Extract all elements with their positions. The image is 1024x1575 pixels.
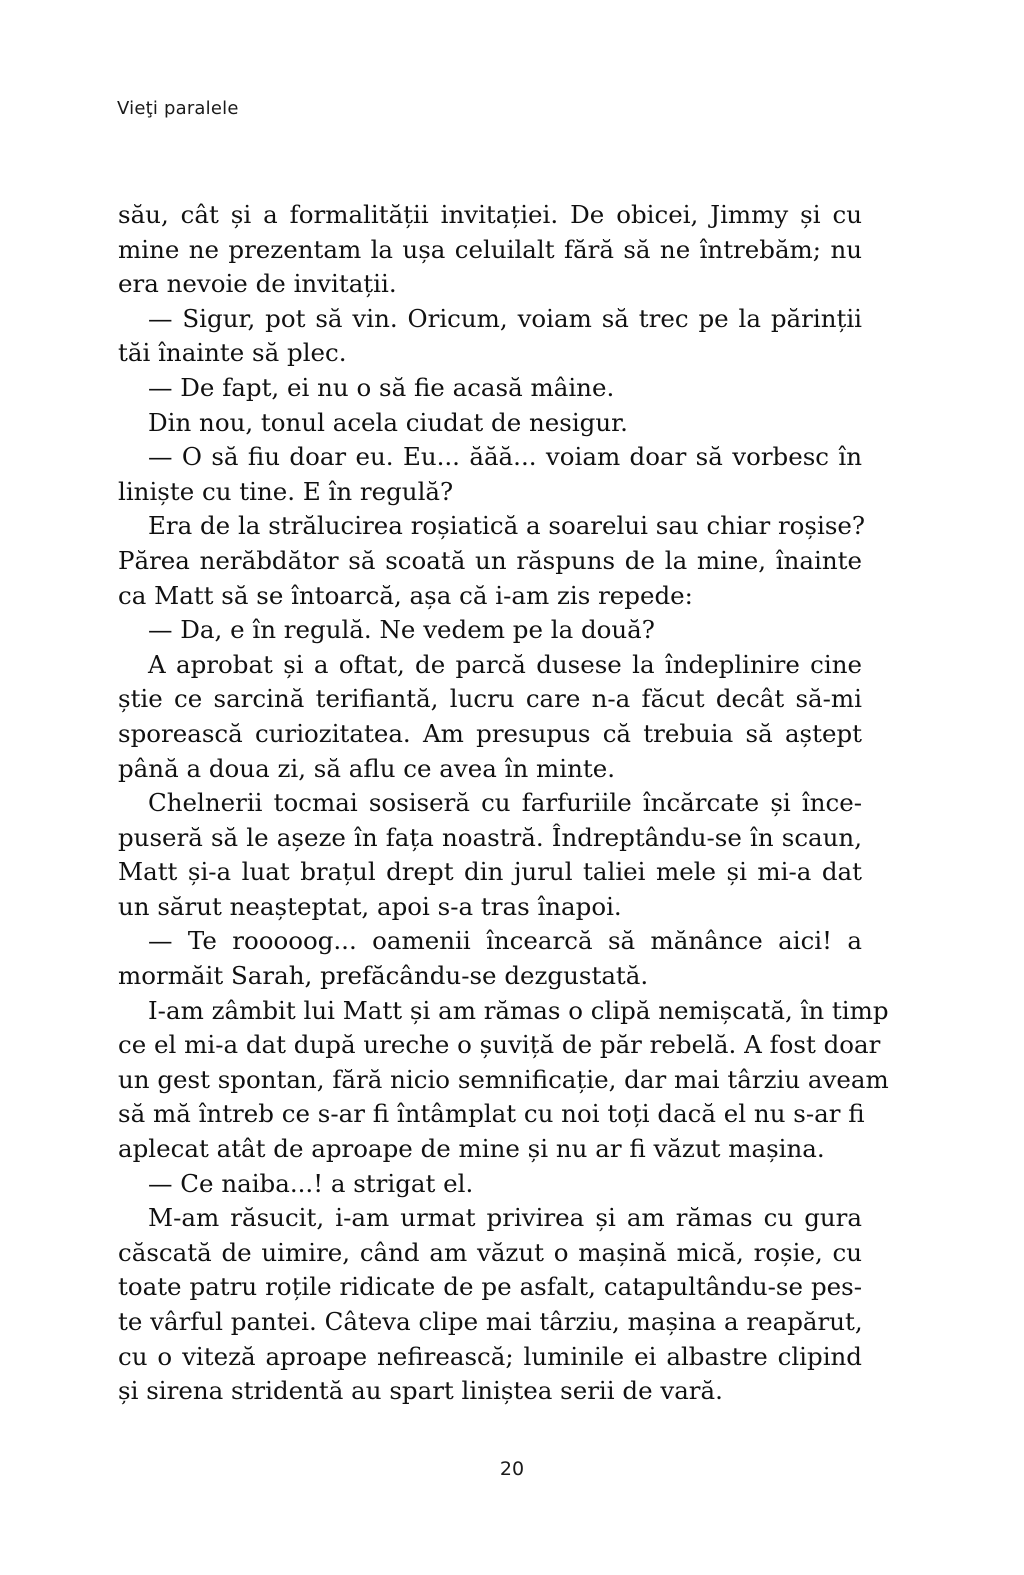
text-line: era nevoie de invitații. xyxy=(118,269,397,299)
text-line: — De fapt, ei nu o să fie acasă mâine. xyxy=(148,372,615,402)
text-line: ce el mi-a dat după ureche o șuviță de păr rebelă. A fost doar xyxy=(118,1030,881,1060)
text-line: știe ce sarcină terifiantă, lucru care n-a făcut decât să-mi xyxy=(118,684,862,714)
page-number: 20 xyxy=(499,1458,525,1480)
text-line: toate patru roțile ridicate de pe asfalt, catapultându-se pes- xyxy=(118,1272,862,1302)
text-line: I-am zâmbit lui Matt și am rămas o clipă nemișcată, în timp xyxy=(148,995,889,1025)
text-line: un gest spontan, fără nicio semnificație, dar mai târziu aveam xyxy=(118,1064,889,1094)
text-line: M-am răsucit, i-am urmat privirea și am rămas cu gura xyxy=(148,1203,862,1233)
text-line: său, cât și a formalității invitației. De obicei, Jimmy și cu xyxy=(118,200,862,229)
text-line: mine ne prezentam la ușa celuilalt fără să ne întrebăm; nu xyxy=(118,234,862,264)
text-line: Era de la strălucirea roșiatică a soarelui sau chiar roșise? xyxy=(148,511,866,541)
text-line: te vârful pantei. Câteva clipe mai târziu, mașina a reapărut, xyxy=(118,1307,863,1336)
body-text xyxy=(118,198,889,1409)
text-line: căscată de uimire, când am văzut o mașină mică, roșie, cu xyxy=(118,1237,862,1267)
text-line: Matt și-a luat brațul drept din jurul taliei mele și mi-a dat xyxy=(118,857,862,887)
text-line: — Sigur, pot să vin. Oricum, voiam să trec pe la părinții xyxy=(148,303,862,333)
text-line: ca Matt să se întoarcă, așa că i-am zis repede: xyxy=(118,580,693,610)
text-line: Din nou, tonul acela ciudat de nesigur. xyxy=(148,407,628,437)
text-line: și sirena stridentă au spart liniștea serii de vară. xyxy=(118,1376,723,1406)
text-line: să mă întreb ce s-ar fi întâmplat cu noi toți dacă el nu s-ar fi xyxy=(118,1099,865,1129)
text-line: un sărut neașteptat, apoi s-a tras înapoi. xyxy=(118,891,622,921)
text-line: până a doua zi, să aflu ce avea în minte. xyxy=(118,753,615,783)
text-line: mormăit Sarah, prefăcându-se dezgustată. xyxy=(118,961,649,991)
text-line: sporească curiozitatea. Am presupus că trebuia să aștept xyxy=(118,718,862,748)
text-line: — Ce naiba...! a strigat el. xyxy=(148,1168,474,1198)
text-line: A aprobat și a oftat, de parcă dusese la îndeplinire cine xyxy=(148,649,862,679)
text-line: Chelnerii tocmai sosiseră cu farfuriile încărcate și înce- xyxy=(148,788,862,818)
text-line: Părea nerăbdător să scoată un răspuns de la mine, înainte xyxy=(118,545,862,575)
text-line: — Da, e în regulă. Ne vedem pe la două? xyxy=(148,615,655,645)
text-line: liniște cu tine. E în regulă? xyxy=(118,476,454,506)
text-line: puseră să le așeze în fața noastră. Îndreptându-se în scaun, xyxy=(118,822,862,852)
text-line: — O să fiu doar eu. Eu... ăăă... voiam doar să vorbesc în xyxy=(148,442,862,472)
running-head: Vieţi paralele xyxy=(117,98,239,119)
text-line: cu o viteză aproape nefirească; luminile ei albastre clipind xyxy=(118,1341,862,1371)
text-line: — Te rooooog... oamenii încearcă să mănânce aici! a xyxy=(148,926,862,956)
text-line: tăi înainte să plec. xyxy=(118,338,347,368)
text-line: aplecat atât de aproape de mine și nu ar fi văzut mașina. xyxy=(118,1134,825,1164)
